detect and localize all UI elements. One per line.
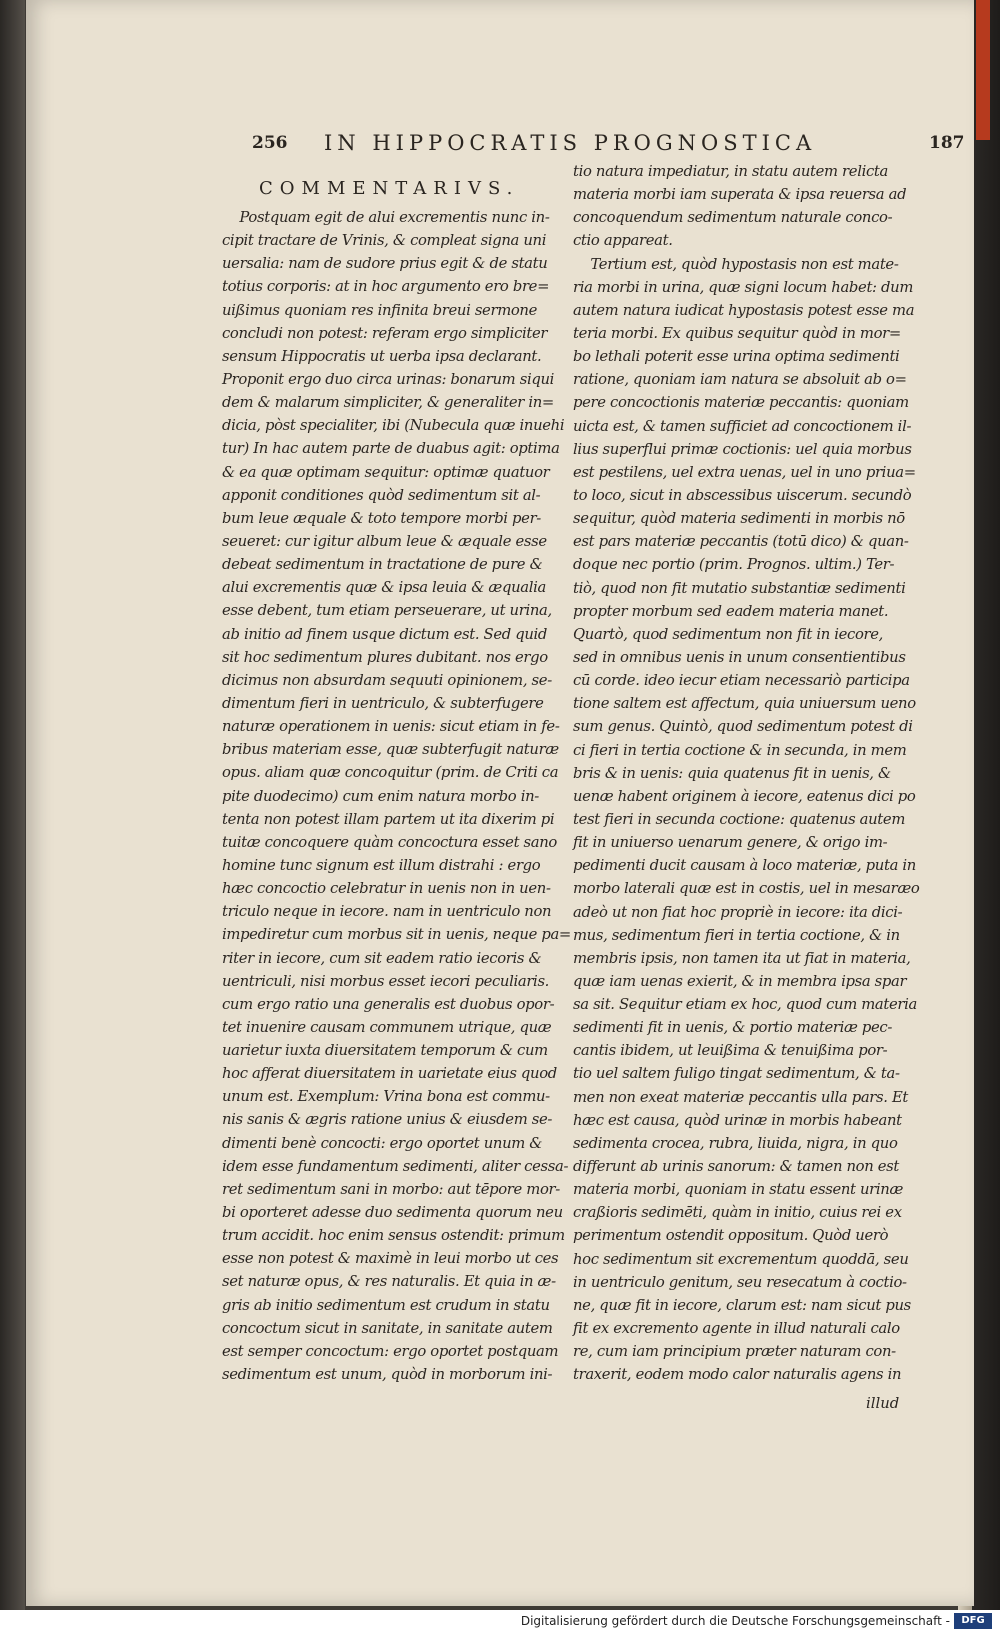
text-line: men non exeat materiæ peccantis ulla pars. Et: [573, 1088, 909, 1106]
text-line: adeò ut non fiat hoc propriè in iecore: ita dici-: [573, 903, 903, 921]
text-line: trum accidit. hoc enim sensus ostendit: primum: [222, 1227, 565, 1245]
text-line: tur) In hac autem parte de duabus agit: optima: [222, 440, 560, 458]
text-line: cum ergo ratio una generalis est duobus opor-: [222, 995, 555, 1013]
text-line: test fieri in secunda coctione: quatenus autem: [573, 810, 905, 828]
text-line: sedimenti fit in uenis, & portio materiæ pec-: [573, 1019, 892, 1037]
text-line: doque nec portio (prim. Prognos. ultim.) Ter-: [573, 556, 895, 574]
text-line: pere concoctionis materiæ peccantis: quoniam: [573, 394, 909, 412]
text-line: tet inuenire causam communem utrique, quæ: [222, 1018, 552, 1036]
text-line: Proponit ergo duo circa urinas: bonarum siqui: [222, 370, 555, 388]
text-line: est pars materiæ peccantis (totū dico) & quan-: [573, 533, 909, 551]
text-line: unum est. Exemplum: Vrina bona est commu-: [222, 1088, 550, 1106]
text-line: ria morbi in urina, quæ signi locum habet: dum: [573, 278, 914, 296]
text-line: uarietur iuxta diuersitatem temporum & cum: [222, 1042, 548, 1060]
text-line: fit in uniuerso uenarum genere, & origo im-: [573, 834, 888, 852]
text-line: cū corde. ideo iecur etiam necessariò participa: [573, 672, 910, 690]
text-line: hoc sedimentum sit excrementum quoddā, seu: [573, 1250, 909, 1268]
text-line: homine tunc signum est illum distrahi : ergo: [222, 856, 541, 874]
text-line: sedimentum est unum, quòd in morborum ini-: [222, 1366, 553, 1384]
text-line: idem esse fundamentum sedimenti, aliter cessa-: [222, 1157, 569, 1175]
text-line: opus. aliam quæ concoquitur (prim. de Criti ca: [222, 764, 559, 782]
text-line: concludi non potest: referam ergo simpliciter: [222, 324, 548, 342]
text-line: cipit tractare de Vrinis, & compleat signa uni: [222, 232, 547, 250]
text-line: triculo neque in iecore. nam in uentriculo non: [222, 903, 552, 921]
text-line: seueret: cur igitur album leue & æquale esse: [222, 532, 547, 550]
binding-shadow: [0, 0, 25, 1610]
text-line: tuitæ concoquere quàm concoctura esset sano: [222, 833, 557, 851]
text-line: in uentriculo genitum, seu resecatum à coctio-: [573, 1273, 907, 1291]
text-line: materia morbi, quoniam in statu essent urinæ: [573, 1181, 904, 1199]
text-line: nis sanis & ægris ratione unius & eiusdem se-: [222, 1111, 553, 1129]
text-line: dicimus non absurdam sequuti opinionem, se-: [222, 671, 552, 689]
text-line: pite duodecimo) cum enim natura morbo in-: [222, 787, 539, 805]
text-line: & ea quæ optimam sequitur: optimæ quatuor: [222, 463, 550, 481]
text-line: uenæ habent originem à iecore, eatenus dici po: [573, 787, 916, 805]
text-line: membris ipsis, non tamen ita ut fiat in materia,: [573, 949, 911, 967]
page-number-right: 187: [929, 133, 965, 153]
page-header: [26, 133, 974, 163]
text-line: tio natura impediatur, in statu autem relicta: [573, 163, 888, 180]
text-line: teria morbi. Ex quibus sequitur quòd in mor=: [573, 324, 901, 342]
text-line: ctio appareat.: [573, 232, 673, 250]
text-line: differunt ab urinis sanorum: & tamen non est: [573, 1158, 899, 1176]
text-line: est pestilens, uel extra uenas, uel in uno priua=: [573, 463, 916, 481]
text-line: propter morbum sed eadem materia manet.: [573, 602, 889, 620]
text-line: uißimus quoniam res infinita breui sermone: [222, 301, 538, 319]
text-line: debeat sedimentum in tractatione de pure &: [222, 556, 543, 574]
text-line: ratione, quoniam iam natura se absoluit ab o=: [573, 371, 907, 389]
text-line: bris & in uenis: quia quatenus fit in uenis, &: [573, 764, 891, 782]
text-line: mus, sedimentum fieri in tertia coctione, & in: [573, 926, 900, 944]
text-line: set naturæ opus, & res naturalis. Et quia in æ-: [222, 1273, 556, 1291]
text-line: perimentum ostendit oppositum. Quòd uerò: [573, 1227, 889, 1245]
text-line: sum genus. Quintò, quod sedimentum potest di: [573, 718, 913, 736]
right-background: [972, 0, 1000, 1610]
text-line: uersalia: nam de sudore prius egit & de statu: [222, 255, 548, 273]
text-line: sedimenta crocea, rubra, liuida, nigra, in quo: [573, 1134, 898, 1152]
text-line: hoc afferat diuersitatem in uarietate eius quod: [222, 1065, 557, 1083]
running-title: IN HIPPOCRATIS PROGNOSTICA: [324, 131, 817, 155]
text-line: impediretur cum morbus sit in uenis, neque pa=: [222, 926, 571, 944]
text-line: ab initio ad finem usque dictum est. Sed quid: [222, 625, 548, 643]
text-line: fit ex excremento agente in illud naturali calo: [573, 1320, 900, 1338]
text-line: concoctum sicut in sanitate, in sanitate autem: [222, 1319, 553, 1337]
text-line: bum leue æquale & toto tempore morbi per-: [222, 509, 541, 527]
text-line: dimenti benè concocti: ergo oportet unum &: [222, 1134, 543, 1152]
text-line: ret sedimentum sani in morbo: aut tēpore mor-: [222, 1180, 560, 1198]
text-line: re, cum iam principium præter naturam con-: [573, 1343, 896, 1361]
text-line: morbo laterali quæ est in costis, uel in mesaræo: [573, 880, 920, 898]
text-line: dicia, pòst specialiter, ibi (Nubecula quæ inuehi: [222, 417, 565, 435]
text-line: concoquendum sedimentum naturale conco-: [573, 209, 893, 227]
text-line: tenta non potest illam partem ut ita dixerim pi: [222, 810, 555, 828]
text-line: bi oporteret adesse duo sedimenta quorum neu: [222, 1204, 563, 1222]
text-line: tione saltem est affectum, quia uniuersum ueno: [573, 695, 916, 713]
footer-credit: Digitalisierung gefördert durch die Deutsche Forschungsgemeinschaft -: [520, 1614, 950, 1628]
text-line: tiò, quod non fit mutatio substantiæ sedimenti: [573, 579, 906, 597]
text-line: craßioris sedimēti, quàm in initio, cuius rei ex: [573, 1204, 902, 1222]
text-line: alui excrementis quæ & ipsa leuia & æqualia: [222, 579, 546, 597]
text-line: hæc concoctio celebratur in uenis non in uen-: [222, 880, 551, 898]
section-title: COMMENTARIVS.: [259, 178, 520, 199]
dfg-logo-icon: DFG: [954, 1613, 992, 1629]
text-line: bribus materiam esse, quæ subterfugit naturæ: [222, 741, 559, 759]
text-line: gris ab initio sedimentum est crudum in statu: [222, 1296, 550, 1314]
text-line: sit hoc sedimentum plures dubitant. nos ergo: [222, 648, 548, 666]
text-line: dimentum fieri in uentriculo, & subterfugere: [222, 694, 544, 712]
text-line: Quartò, quod sedimentum non fit in iecore,: [573, 625, 884, 643]
text-line: dem & malarum simpliciter, & generaliter in=: [222, 394, 554, 412]
text-line: quæ iam uenas exierit, & in membra ipsa spar: [573, 972, 907, 990]
text-line: totius corporis: at in hoc argumento ero bre=: [222, 278, 550, 296]
text-line: tio uel saltem fuligo tingat sedimentum, & ta-: [573, 1065, 900, 1083]
text-line: apponit conditiones quòd sedimentum sit al-: [222, 486, 541, 504]
text-line: ci fieri in tertia coctione & in secunda, in mem: [573, 741, 907, 759]
text-line: to loco, sicut in abscessibus uiscerum. secundò: [573, 486, 912, 504]
text-line: autem natura iudicat hypostasis potest esse ma: [573, 301, 915, 319]
text-line: sensum Hippocratis ut uerba ipsa declarant.: [222, 347, 542, 365]
text-line: hæc est causa, quòd urinæ in morbis habeant: [573, 1111, 902, 1129]
text-line: pedimenti ducit causam à loco materiæ, puta in: [573, 857, 916, 875]
text-line: uicta est, & tamen sufficiet ad concoctionem il-: [573, 417, 912, 435]
text-line: est semper concoctum: ergo oportet postquam: [222, 1342, 559, 1360]
ribbon-marker: [976, 0, 990, 140]
text-line: sa sit. Sequitur etiam ex hoc, quod cum materia: [573, 996, 917, 1014]
text-line: esse non potest & maximè in leui morbo ut ces: [222, 1250, 559, 1268]
text-line: sed in omnibus uenis in unum consentientibus: [573, 648, 906, 666]
text-line: materia morbi iam superata & ipsa reuersa ad: [573, 186, 907, 204]
text-column-right: [573, 160, 931, 1386]
text-line: uentriculi, nisi morbus esset iecori peculiaris.: [222, 972, 550, 990]
text-column-left: [222, 206, 571, 1386]
text-line: traxerit, eodem modo calor naturalis agens in: [573, 1366, 902, 1384]
text-line: lius superflui primæ coctionis: uel quia morbus: [573, 440, 912, 458]
page-number-left: 256: [252, 133, 288, 153]
text-line: bo lethali poterit esse urina optima sedimenti: [573, 348, 900, 366]
text-line: esse debent, tum etiam perseuerare, ut urina,: [222, 602, 552, 620]
book-page: [26, 0, 974, 1606]
text-line: cantis ibidem, ut leuißima & tenuißima por-: [573, 1042, 888, 1060]
catchword: illud: [866, 1395, 900, 1412]
text-line: Postquam egit de alui excrementis nunc in-: [222, 209, 550, 226]
text-line: Tertium est, quòd hypostasis non est mate-: [573, 255, 899, 273]
text-line: sequitur, quòd materia sedimenti in morbis nō: [573, 510, 905, 528]
text-line: naturæ operationem in uenis: sicut etiam in fe-: [222, 718, 560, 736]
text-line: riter in iecore, cum sit eadem ratio iecoris &: [222, 949, 542, 967]
text-line: ne, quæ fit in iecore, clarum est: nam sicut pus: [573, 1296, 911, 1314]
